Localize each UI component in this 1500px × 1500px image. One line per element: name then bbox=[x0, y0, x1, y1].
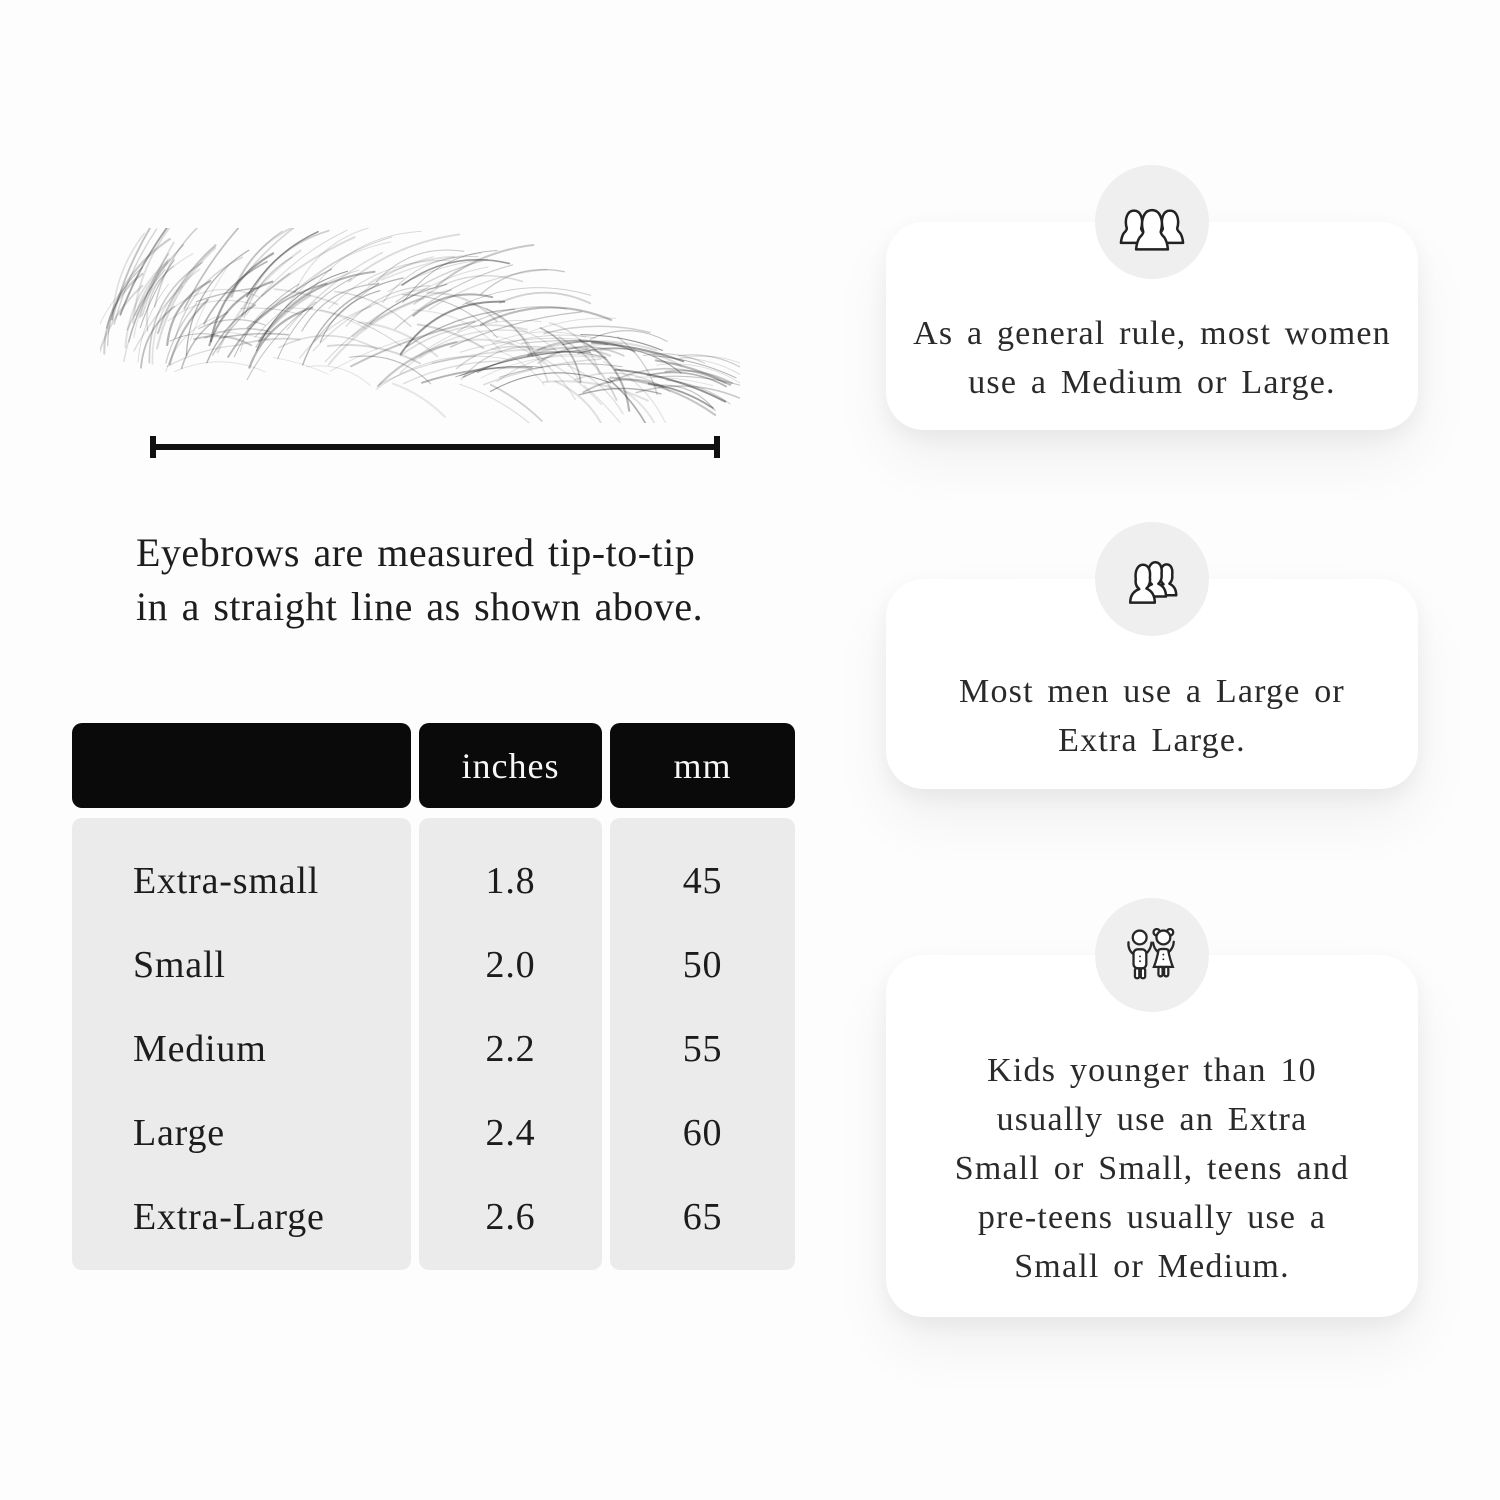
table-value-inches: 2.6 bbox=[485, 1196, 536, 1238]
men-group-icon bbox=[1116, 549, 1188, 609]
table-value-inches: 1.8 bbox=[485, 860, 536, 902]
table-column-labels bbox=[72, 818, 411, 1270]
kids-icon-badge bbox=[1095, 898, 1209, 1012]
table-value-mm: 65 bbox=[682, 1196, 723, 1238]
measurement-line bbox=[150, 436, 720, 458]
kids-card-line-3: Small or Small, teens and bbox=[954, 1149, 1350, 1187]
table-row-label: Small bbox=[133, 944, 226, 986]
table-row-label: Medium bbox=[133, 1028, 267, 1070]
table-column-inches bbox=[419, 818, 602, 1270]
women-icon-badge bbox=[1095, 165, 1209, 279]
men-card-line-1: Most men use a Large or bbox=[959, 673, 1345, 710]
kids-card-line-5: Small or Medium. bbox=[1014, 1247, 1290, 1285]
table-value-inches: 2.2 bbox=[485, 1028, 536, 1070]
measurement-caption bbox=[136, 526, 756, 634]
size-table bbox=[72, 723, 795, 1270]
caption-line-2: in a straight line as shown above. bbox=[136, 584, 704, 629]
kids-card-line-1: Kids younger than 10 bbox=[987, 1051, 1317, 1089]
women-group-icon bbox=[1116, 192, 1188, 252]
table-header-mm: mm bbox=[610, 723, 795, 808]
table-row-label: Extra-Large bbox=[133, 1196, 325, 1238]
table-column-mm bbox=[610, 818, 795, 1270]
table-value-mm: 60 bbox=[682, 1112, 723, 1154]
table-value-mm: 50 bbox=[682, 944, 723, 986]
table-row-label: Large bbox=[133, 1112, 225, 1154]
table-header-inches: inches bbox=[419, 723, 602, 808]
kids-card-line-4: pre-teens usually use a bbox=[977, 1198, 1327, 1236]
measurement-line-right-cap bbox=[714, 436, 720, 458]
measurement-line-bar bbox=[150, 444, 720, 450]
table-value-mm: 55 bbox=[682, 1028, 723, 1070]
eyebrow-illustration bbox=[100, 228, 740, 423]
women-card-line-2: use a Medium or Large. bbox=[968, 364, 1336, 401]
kids-card-line-2: usually use an Extra bbox=[996, 1100, 1308, 1138]
men-icon-badge bbox=[1095, 522, 1209, 636]
caption-line-1: Eyebrows are measured tip-to-tip bbox=[136, 530, 696, 575]
table-header-size bbox=[72, 723, 411, 808]
kids-icon bbox=[1116, 925, 1188, 985]
table-value-mm: 45 bbox=[682, 860, 723, 902]
table-value-inches: 2.4 bbox=[485, 1112, 536, 1154]
men-card-line-2: Extra Large. bbox=[1058, 722, 1246, 759]
women-card-line-1: As a general rule, most women bbox=[913, 315, 1391, 352]
table-row-label: Extra-small bbox=[133, 860, 320, 902]
table-value-inches: 2.0 bbox=[485, 944, 536, 986]
